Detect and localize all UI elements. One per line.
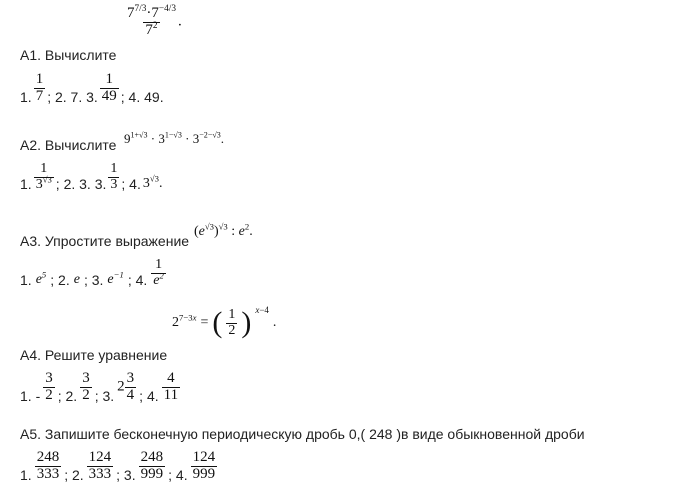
a1-option-label: ; 4. 49.	[120, 88, 164, 105]
a4-options	[20, 371, 180, 404]
a5-option-label: ; 4.	[168, 466, 188, 483]
a1-expression: $\frac{7^{7/3}\cdot 7^{-4/3}}{7^2}$ .	[127, 4, 182, 38]
a2-option-label: ; 2. 3. 3.	[55, 176, 107, 193]
a4-option-label: ; 2.	[57, 387, 78, 404]
a2-prompt: А2. Вычислите	[20, 137, 117, 153]
a2-option-label: ; 4.	[121, 176, 141, 193]
a4-option-label: 1. -	[20, 387, 41, 404]
a4-option-4: $\frac{4}{11}$	[163, 370, 179, 403]
a3-option-label: ; 3.	[83, 272, 104, 289]
a3-option-2: e	[73, 272, 80, 288]
a3-option-label: ; 2.	[50, 272, 70, 289]
a1-option-3: $\frac{1}{49}$	[101, 71, 117, 104]
a3-option-label: 1.	[20, 272, 32, 289]
a5-prompt: А5. Запишите бесконечную периодическую дробь 0,( 248 )в виде обыкновенной дроби	[20, 426, 585, 442]
a4-equation: $2^{7-3x}$ = ( $\frac{1}{2}$ ) x−4 .	[172, 305, 277, 340]
a1-options	[20, 72, 164, 105]
a4-prompt: А4. Решите уравнение	[20, 347, 168, 363]
a5-option-2: $\frac{124}{333}$	[88, 449, 112, 482]
a5-options	[20, 450, 217, 483]
a3-option-3: $e^{-1}$	[107, 269, 124, 288]
a2-expression: $9^{1+√3} \cdot 3^{1-√3} \cdot 3^{-2-√3}$.	[124, 130, 225, 146]
a5-option-label: ; 3.	[116, 466, 136, 483]
a5-option-label: ; 2.	[64, 466, 84, 483]
a3-options	[20, 258, 166, 288]
a4-option-1: $\frac{3}{2}$	[45, 370, 53, 403]
a1-option-label: ; 2. 7. 3.	[47, 88, 98, 105]
a5-option-4: $\frac{124}{999}$	[192, 449, 216, 482]
a2-option-3: $\frac{1}{3}$	[110, 161, 118, 192]
a4-option-label: ; 3.	[94, 387, 115, 404]
a3-option-1: $e^5$	[35, 269, 47, 288]
a5-option-1: $\frac{248}{333}$	[36, 449, 60, 482]
a4-option-label: ; 4.	[139, 387, 159, 404]
a1-option-label: 1.	[20, 88, 32, 105]
a1-option-1: $\frac{1}{7}$	[35, 71, 44, 104]
a2-options	[20, 162, 162, 192]
a5-option-label: 1.	[20, 466, 32, 483]
a3-option-4: $\frac{1}{e^2}$	[153, 257, 164, 288]
a2-option-1: $\frac{1}{3^{√3}}$	[35, 161, 52, 192]
a4-option-2: $\frac{3}{2}$	[82, 370, 90, 403]
a3-option-label: ; 4.	[127, 272, 148, 289]
a2-option-label: 1.	[20, 176, 32, 193]
a3-prompt: А3. Упростите выражение	[20, 233, 190, 249]
a4-option-3: 2 $\frac{3}{4}$	[117, 370, 135, 403]
a3-expression: $(e^{√3})^{√3}$ : $e^2$.	[194, 221, 253, 239]
a1-prompt: А1. Вычислите	[20, 47, 117, 63]
a2-option-4: $3^{√3}$.	[142, 173, 163, 192]
a5-option-3: $\frac{248}{999}$	[140, 449, 164, 482]
